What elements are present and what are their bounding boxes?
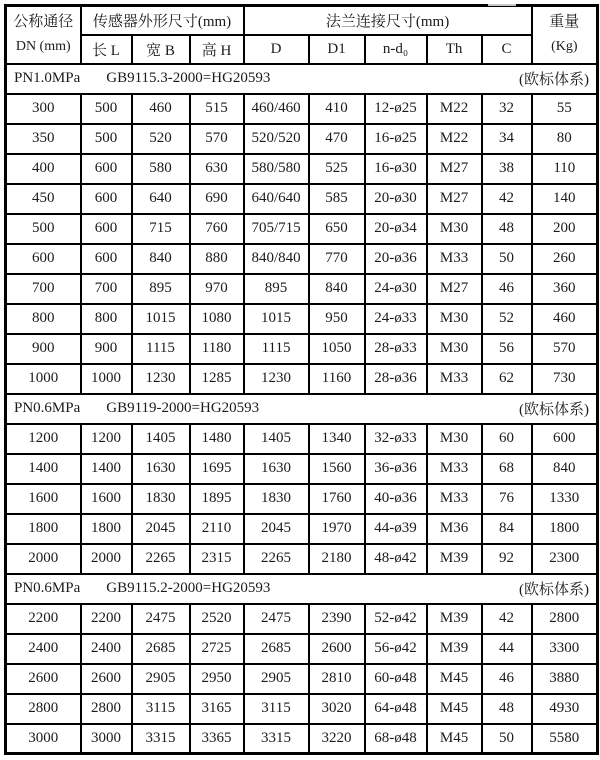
cell: 56-ø42 (365, 634, 427, 664)
cell: 600 (6, 244, 81, 274)
cell: 44-ø39 (365, 514, 427, 544)
cell: 360 (532, 274, 598, 304)
cell: 2265 (132, 544, 190, 574)
cell: M33 (427, 244, 482, 274)
table-row (6, 124, 598, 154)
dn-label-cn: 公称通径 (13, 14, 74, 31)
cell: 1970 (309, 514, 365, 544)
cell: 2475 (244, 604, 309, 634)
cell: 3000 (6, 724, 81, 754)
section-note-label: (欧标体系) (519, 402, 590, 418)
table-row (6, 454, 598, 484)
cell: 1600 (6, 484, 81, 514)
col-header-th: Th (427, 35, 482, 64)
cell: 3115 (244, 694, 309, 724)
cell: 48 (482, 694, 532, 724)
cell: 1800 (532, 514, 598, 544)
cell: 2265 (244, 544, 309, 574)
table-row (6, 424, 598, 454)
cell: M30 (427, 304, 482, 334)
cell: 32-ø33 (365, 424, 427, 454)
cell: 525 (309, 154, 365, 184)
cell: 460 (532, 304, 598, 334)
cell: 2180 (309, 544, 365, 574)
cell: 20-ø34 (365, 214, 427, 244)
cell: 1015 (244, 304, 309, 334)
section-pressure-label: PN0.6MPa (14, 580, 81, 596)
cell: M27 (427, 274, 482, 304)
cell: 350 (6, 124, 81, 154)
cell: 40-ø36 (365, 484, 427, 514)
section-cell (6, 394, 598, 424)
cell: 895 (244, 274, 309, 304)
cell: M30 (427, 214, 482, 244)
cell: 1285 (190, 364, 244, 394)
section-wrap (14, 578, 589, 599)
cell: 895 (132, 274, 190, 304)
cell: M45 (427, 724, 482, 754)
cell: 36-ø36 (365, 454, 427, 484)
cell: 20-ø36 (365, 244, 427, 274)
cell: 1400 (81, 454, 132, 484)
cell: 1630 (244, 454, 309, 484)
cell: 260 (532, 244, 598, 274)
cell: 2600 (309, 634, 365, 664)
cell: 64-ø48 (365, 694, 427, 724)
cell: 2045 (244, 514, 309, 544)
cell: 3115 (132, 694, 190, 724)
cropped-text-artifact (488, 4, 516, 6)
section-row (6, 64, 598, 94)
cell: 3315 (132, 724, 190, 754)
cell: 48 (482, 214, 532, 244)
cell: 900 (6, 334, 81, 364)
cell: 48-ø42 (365, 544, 427, 574)
table-row (6, 514, 598, 544)
cell: 880 (190, 244, 244, 274)
cell: 300 (6, 94, 81, 124)
table-row (6, 544, 598, 574)
section-wrap (14, 68, 589, 89)
section-pressure-label: PN1.0MPa (14, 70, 81, 86)
dn-label-en: DN (mm) (15, 38, 71, 54)
table-row (6, 214, 598, 244)
cell: 2685 (244, 634, 309, 664)
cell: 500 (6, 214, 81, 244)
table-body (6, 64, 598, 754)
cell: M39 (427, 544, 482, 574)
cell: 2800 (81, 694, 132, 724)
cell: 700 (6, 274, 81, 304)
cell: 2800 (6, 694, 81, 724)
cell: 1115 (132, 334, 190, 364)
cell: 2520 (190, 604, 244, 634)
cell: 2905 (244, 664, 309, 694)
cell: 600 (81, 214, 132, 244)
cell: 3880 (532, 664, 598, 694)
cell: 950 (309, 304, 365, 334)
cell: 1405 (132, 424, 190, 454)
cell: 4930 (532, 694, 598, 724)
cell: 1760 (309, 484, 365, 514)
cell: 630 (190, 154, 244, 184)
cell: 640 (132, 184, 190, 214)
weight-label-cn: 重量 (549, 14, 580, 31)
cell: 2685 (132, 634, 190, 664)
cell: 68-ø48 (365, 724, 427, 754)
cell: 1830 (244, 484, 309, 514)
cell: 3315 (244, 724, 309, 754)
table-row (6, 154, 598, 184)
cell: 3165 (190, 694, 244, 724)
col-header-length-l: 长 L (81, 35, 132, 64)
cell: 62 (482, 364, 532, 394)
cell: 46 (482, 664, 532, 694)
cell: 900 (81, 334, 132, 364)
table-row (6, 724, 598, 754)
cell: M33 (427, 454, 482, 484)
cell: 1000 (6, 364, 81, 394)
cell: M39 (427, 604, 482, 634)
cell: 2600 (81, 664, 132, 694)
cell: 1330 (532, 484, 598, 514)
cell: M30 (427, 334, 482, 364)
cell: 50 (482, 244, 532, 274)
table-header (6, 6, 598, 64)
cell: 55 (532, 94, 598, 124)
cell: 2810 (309, 664, 365, 694)
cell: 20-ø30 (365, 184, 427, 214)
cell: 16-ø30 (365, 154, 427, 184)
cell: 520 (132, 124, 190, 154)
section-row (6, 574, 598, 604)
cell: 1160 (309, 364, 365, 394)
cell: 600 (81, 184, 132, 214)
cell: 1800 (81, 514, 132, 544)
cell: 770 (309, 244, 365, 274)
section-standard-label: GB9115.2-2000=HG20593 (106, 580, 271, 596)
group-header-flange-dimensions: 法兰连接尺寸(mm) (244, 6, 532, 35)
cell: 56 (482, 334, 532, 364)
col-header-n-d0: n-d₀ (365, 35, 427, 64)
cell: 1405 (244, 424, 309, 454)
cell: 2725 (190, 634, 244, 664)
cell: 24-ø33 (365, 304, 427, 334)
cell: 16-ø25 (365, 124, 427, 154)
cell: M33 (427, 484, 482, 514)
cell: M27 (427, 154, 482, 184)
cell: 24-ø30 (365, 274, 427, 304)
cell: 60 (482, 424, 532, 454)
cell: 515 (190, 94, 244, 124)
cell: 1050 (309, 334, 365, 364)
cell: 34 (482, 124, 532, 154)
cell: 1340 (309, 424, 365, 454)
cell: 38 (482, 154, 532, 184)
cell: 800 (6, 304, 81, 334)
cell: 42 (482, 184, 532, 214)
header-row-sub (6, 35, 598, 64)
section-standard-label: GB9119-2000=HG20593 (106, 400, 260, 416)
section-standard-label: GB9115.3-2000=HG20593 (106, 70, 271, 86)
cell: 600 (81, 154, 132, 184)
section-cell (6, 574, 598, 604)
cell: 640/640 (244, 184, 309, 214)
cell: 600 (81, 244, 132, 274)
cell: M22 (427, 94, 482, 124)
cell: 500 (81, 94, 132, 124)
cell: 42 (482, 604, 532, 634)
col-header-height-h: 高 H (190, 35, 244, 64)
cell: 2110 (190, 514, 244, 544)
cell: 52 (482, 304, 532, 334)
cell: 400 (6, 154, 81, 184)
cell: 2000 (81, 544, 132, 574)
cell: 1180 (190, 334, 244, 364)
cell: 1800 (6, 514, 81, 544)
cell: 68 (482, 454, 532, 484)
cell: 580/580 (244, 154, 309, 184)
cell: 52-ø42 (365, 604, 427, 634)
cell: 570 (190, 124, 244, 154)
table-row (6, 694, 598, 724)
cell: 650 (309, 214, 365, 244)
section-note-label: (欧标体系) (519, 72, 590, 88)
col-header-width-b: 宽 B (132, 35, 190, 64)
cell: 520/520 (244, 124, 309, 154)
cell: 1200 (81, 424, 132, 454)
header-row-groups (6, 6, 598, 35)
cell: 840 (532, 454, 598, 484)
cell: 760 (190, 214, 244, 244)
cell: 12-ø25 (365, 94, 427, 124)
cell: 800 (81, 304, 132, 334)
cell: 970 (190, 274, 244, 304)
cell: 2400 (81, 634, 132, 664)
table-row (6, 244, 598, 274)
cell: M45 (427, 664, 482, 694)
cell: 3365 (190, 724, 244, 754)
cell: 92 (482, 544, 532, 574)
table-row (6, 94, 598, 124)
cell: 2905 (132, 664, 190, 694)
cell: 715 (132, 214, 190, 244)
cell: 1895 (190, 484, 244, 514)
col-header-dn (6, 6, 81, 64)
cell: 46 (482, 274, 532, 304)
cell: 2315 (190, 544, 244, 574)
cell: 3220 (309, 724, 365, 754)
cell: 840 (309, 274, 365, 304)
cell: 580 (132, 154, 190, 184)
table-row (6, 634, 598, 664)
table-row (6, 274, 598, 304)
cell: 50 (482, 724, 532, 754)
cell: 3000 (81, 724, 132, 754)
cell: 1600 (81, 484, 132, 514)
cell: 700 (81, 274, 132, 304)
cell: 1080 (190, 304, 244, 334)
cell: 1480 (190, 424, 244, 454)
cell: M33 (427, 364, 482, 394)
cell: 2390 (309, 604, 365, 634)
cell: 1230 (132, 364, 190, 394)
cell: 730 (532, 364, 598, 394)
cell: 1830 (132, 484, 190, 514)
cell: 84 (482, 514, 532, 544)
cell: 585 (309, 184, 365, 214)
cell: M30 (427, 424, 482, 454)
cell: 2200 (6, 604, 81, 634)
cell: 450 (6, 184, 81, 214)
cell: M36 (427, 514, 482, 544)
cell: 60-ø48 (365, 664, 427, 694)
table-row (6, 364, 598, 394)
cell: 2475 (132, 604, 190, 634)
col-header-c: C (482, 35, 532, 64)
cell: 705/715 (244, 214, 309, 244)
col-header-d: D (244, 35, 309, 64)
cell: 460 (132, 94, 190, 124)
cell: 2045 (132, 514, 190, 544)
cell: 3020 (309, 694, 365, 724)
table-row (6, 184, 598, 214)
cell: 410 (309, 94, 365, 124)
cell: 1230 (244, 364, 309, 394)
section-cell (6, 64, 598, 94)
cell: 500 (81, 124, 132, 154)
cell: 2000 (6, 544, 81, 574)
col-header-weight (532, 6, 598, 64)
cell: 28-ø33 (365, 334, 427, 364)
cell: M27 (427, 184, 482, 214)
table-row (6, 304, 598, 334)
cell: 1015 (132, 304, 190, 334)
cell: 3300 (532, 634, 598, 664)
col-header-d1: D1 (309, 35, 365, 64)
table-row (6, 664, 598, 694)
cell: 32 (482, 94, 532, 124)
cell: M22 (427, 124, 482, 154)
cell: 28-ø36 (365, 364, 427, 394)
cell: 140 (532, 184, 598, 214)
cell: 2950 (190, 664, 244, 694)
cell: 44 (482, 634, 532, 664)
cell: 1115 (244, 334, 309, 364)
section-pressure-label: PN0.6MPa (14, 400, 81, 416)
cell: 690 (190, 184, 244, 214)
group-header-sensor-dimensions: 传感器外形尺寸(mm) (81, 6, 244, 35)
table-row (6, 604, 598, 634)
cell: 1400 (6, 454, 81, 484)
cell: 1560 (309, 454, 365, 484)
cell: 1000 (81, 364, 132, 394)
cell: M39 (427, 634, 482, 664)
cell: 2400 (6, 634, 81, 664)
table-row (6, 484, 598, 514)
cell: 2200 (81, 604, 132, 634)
cell: 2800 (532, 604, 598, 634)
cell: 570 (532, 334, 598, 364)
cell: 1630 (132, 454, 190, 484)
cell: 840/840 (244, 244, 309, 274)
section-note-label: (欧标体系) (519, 582, 590, 598)
dimension-spec-table (4, 4, 599, 755)
table-row (6, 334, 598, 364)
cell: 600 (532, 424, 598, 454)
section-row (6, 394, 598, 424)
cell: 1695 (190, 454, 244, 484)
cell: 840 (132, 244, 190, 274)
weight-label-unit: (Kg) (551, 38, 578, 54)
cell: 1200 (6, 424, 81, 454)
cell: 200 (532, 214, 598, 244)
cell: 470 (309, 124, 365, 154)
cell: 80 (532, 124, 598, 154)
cell: 2300 (532, 544, 598, 574)
cell: 460/460 (244, 94, 309, 124)
cell: 76 (482, 484, 532, 514)
cell: 110 (532, 154, 598, 184)
cell: M45 (427, 694, 482, 724)
section-wrap (14, 398, 589, 419)
cell: 2600 (6, 664, 81, 694)
cell: 5580 (532, 724, 598, 754)
